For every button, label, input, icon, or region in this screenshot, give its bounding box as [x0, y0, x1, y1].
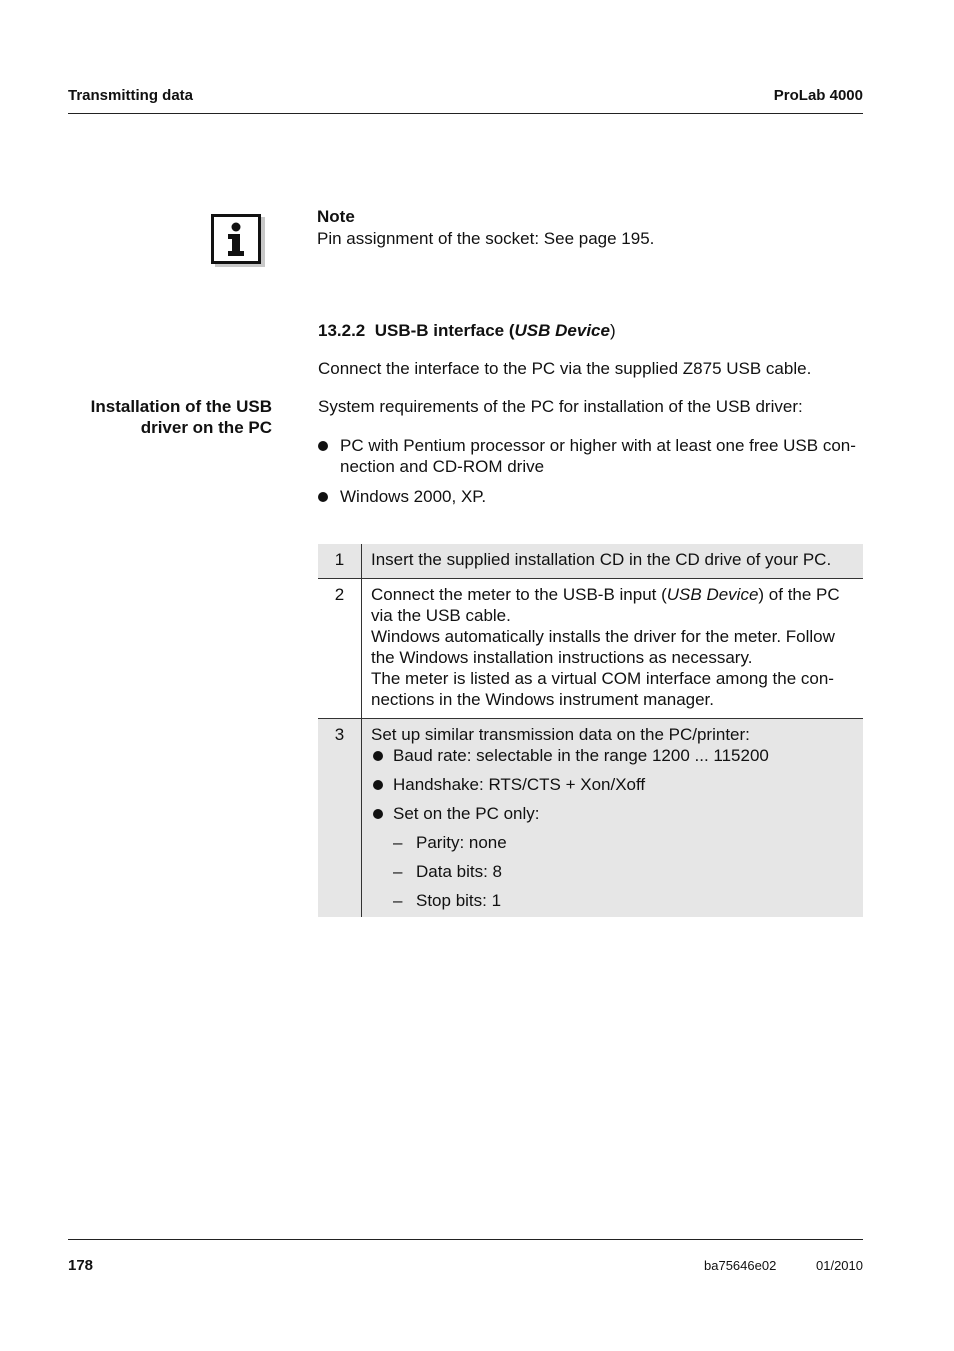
sidebar-heading-line1: Installation of the USB — [90, 397, 272, 416]
header-rule — [68, 113, 863, 114]
page-number: 178 — [68, 1257, 94, 1274]
bullet-dot — [318, 441, 328, 451]
step-line: The meter is listed as a virtual COM interface among the con- — [371, 669, 834, 688]
table-row — [318, 544, 863, 579]
document-id: ba75646e02 — [704, 1258, 777, 1273]
list-item: Handshake: RTS/CTS + Xon/Xoff — [371, 774, 855, 795]
table-row — [318, 579, 863, 719]
running-header-left: Transmitting data — [68, 87, 194, 104]
section-title-prefix: USB-B interface ( — [374, 321, 515, 340]
step-line: via the USB cable. — [371, 606, 511, 625]
sidebar-heading-line2: driver on the PC — [140, 418, 272, 437]
bullet-dot — [373, 809, 383, 819]
requirement-line: PC with Pentium processor or higher with at least one free USB con- — [340, 436, 856, 455]
step-text: Insert the supplied installation CD in the CD drive of your PC. — [362, 544, 864, 579]
requirements-intro: System requirements of the PC for installation of the USB driver: — [318, 397, 803, 416]
section-title-italic: USB Device — [514, 321, 610, 340]
step-intro: Set up similar transmission data on the PC/printer: — [371, 725, 750, 744]
list-item: Set on the PC only: — [371, 803, 855, 824]
step-number: 2 — [318, 579, 362, 719]
step-line: nections in the Windows instrument manager. — [371, 690, 715, 709]
bullet-dot — [318, 492, 328, 502]
note-text: Pin assignment of the socket: See page 195. — [317, 229, 655, 248]
list-item: – Stop bits: 1 — [393, 891, 502, 910]
bullet-dot — [373, 780, 383, 790]
table-row — [318, 719, 863, 918]
requirement-item — [318, 486, 864, 507]
section-title-suffix: ) — [609, 321, 616, 340]
step-line: the Windows installation instructions as necessary. — [371, 648, 753, 667]
note-title: Note — [317, 207, 355, 226]
intro-paragraph: Connect the interface to the PC via the supplied Z875 USB cable. — [318, 359, 812, 378]
list-item: – Data bits: 8 — [393, 862, 502, 881]
section-number: 13.2.2 — [318, 321, 366, 340]
requirement-line: nection and CD-ROM drive — [340, 457, 545, 476]
list-item: Baud rate: selectable in the range 1200 ... 115200 — [371, 745, 855, 766]
list-item: – Parity: none — [393, 833, 507, 852]
section-heading — [318, 321, 616, 341]
steps-table — [318, 544, 863, 917]
step-content — [362, 579, 864, 719]
step-content — [362, 719, 864, 918]
step-number: 1 — [318, 544, 362, 579]
requirement-item — [318, 435, 864, 477]
running-header-right: ProLab 4000 — [773, 87, 863, 104]
step-number: 3 — [318, 719, 362, 918]
bullet-dot — [373, 751, 383, 761]
step-line: Windows automatically installs the driver for the meter. Follow — [371, 627, 835, 646]
requirement-line: Windows 2000, XP. — [340, 487, 487, 506]
info-icon — [211, 214, 261, 264]
step-line: Connect the meter to the USB-B input (USB Device) of the PC — [371, 585, 840, 604]
document-date: 01/2010 — [816, 1258, 863, 1273]
sidebar-heading — [91, 396, 272, 438]
footer-rule — [68, 1239, 863, 1240]
